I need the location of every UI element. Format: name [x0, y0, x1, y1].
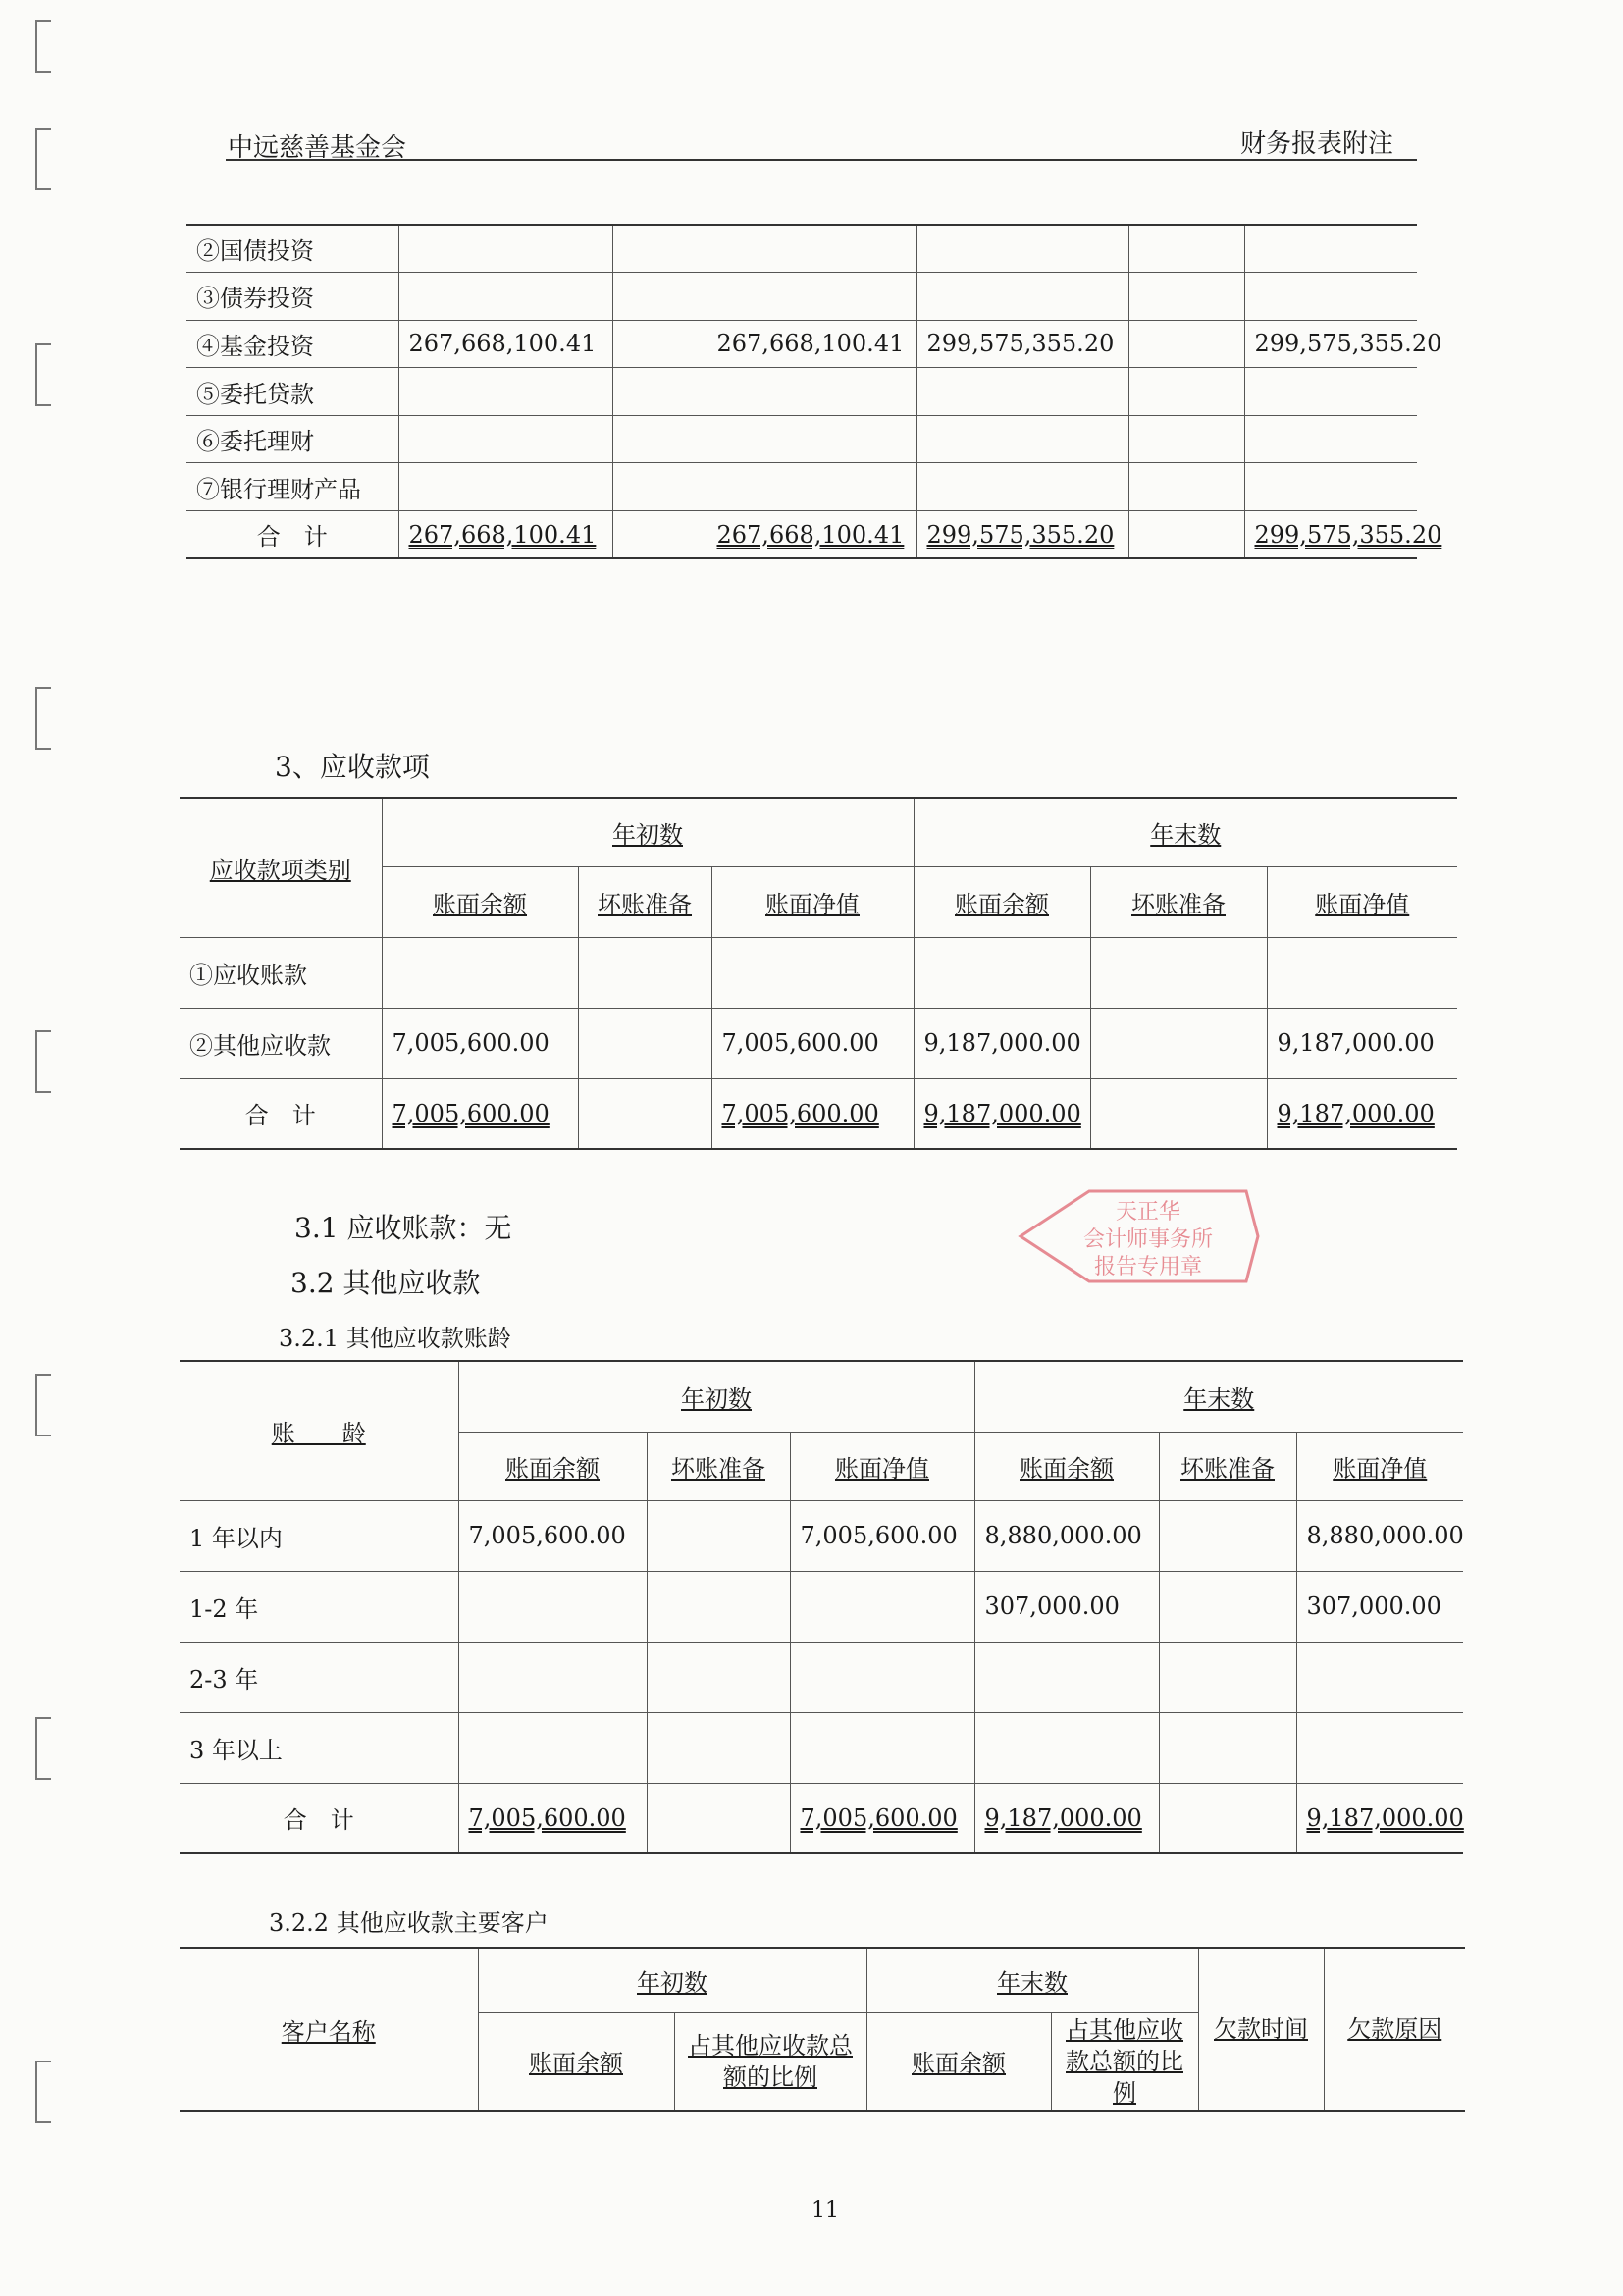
value-cell: 7,005,600.00: [382, 1078, 578, 1149]
value-cell: [612, 415, 707, 463]
value-cell: [1090, 1008, 1267, 1078]
customer-name-header: 客户名称: [180, 1948, 478, 2111]
value-cell: 7,005,600.00: [458, 1500, 647, 1571]
sub-header-0: 账面余额: [382, 866, 578, 937]
value-cell: [612, 225, 707, 273]
header-rule: [226, 159, 1417, 161]
row-label: ④基金投资: [186, 320, 398, 368]
value-cell: [382, 937, 578, 1008]
category-header: 应收款项类别: [180, 798, 382, 937]
value-cell: [974, 1712, 1159, 1783]
value-cell: [790, 1571, 974, 1642]
value-cell: [914, 937, 1090, 1008]
row-label: 1 年以内: [180, 1500, 458, 1571]
value-cell: 9,187,000.00: [1296, 1783, 1463, 1853]
value-cell: [1244, 368, 1417, 416]
note-3-2-1: 3.2.1 其他应收款账龄: [279, 1325, 511, 1352]
value-cell: [916, 463, 1128, 511]
table-row: [180, 1500, 1463, 1571]
table-row: [180, 1783, 1463, 1853]
value-cell: 9,187,000.00: [974, 1783, 1159, 1853]
value-cell: 299,575,355.20: [1244, 511, 1417, 559]
value-cell: [647, 1571, 790, 1642]
investment-table: [186, 224, 1442, 559]
note-3-2: 3.2 其他应收款: [290, 1267, 481, 1299]
auditor-stamp: [1001, 1187, 1266, 1285]
aging-end-header: 年末数: [974, 1361, 1463, 1432]
value-cell: [707, 225, 916, 273]
value-cell: [1128, 463, 1244, 511]
value-cell: [1159, 1571, 1296, 1642]
value-cell: [578, 1078, 711, 1149]
value-cell: [974, 1642, 1159, 1712]
value-cell: [578, 937, 711, 1008]
row-label: ②国债投资: [186, 225, 398, 273]
value-cell: [790, 1712, 974, 1783]
value-cell: 299,575,355.20: [1244, 320, 1417, 368]
value-cell: 7,005,600.00: [790, 1783, 974, 1853]
value-cell: [916, 415, 1128, 463]
customers-table: [180, 1947, 1465, 2112]
binding-mark: [35, 1717, 51, 1780]
section-receivables-title: 3、应收款项: [275, 751, 430, 783]
value-cell: [1128, 511, 1244, 559]
value-cell: [916, 225, 1128, 273]
row-label: ⑤委托贷款: [186, 368, 398, 416]
table-row: [186, 463, 1417, 511]
value-cell: [711, 937, 914, 1008]
value-cell: [707, 368, 916, 416]
value-cell: [398, 463, 612, 511]
value-cell: 267,668,100.41: [398, 320, 612, 368]
end-year-header: 年末数: [914, 798, 1457, 866]
value-cell: [916, 273, 1128, 321]
end-balance-header: 账面余额: [866, 2012, 1051, 2111]
row-label: 合 计: [180, 1783, 458, 1853]
value-cell: 7,005,600.00: [790, 1500, 974, 1571]
value-cell: [1296, 1642, 1463, 1712]
begin-year-header: 年初数: [382, 798, 914, 866]
value-cell: [1244, 415, 1417, 463]
sub-header-5: 账面净值: [1267, 866, 1457, 937]
binding-mark: [35, 1374, 51, 1436]
binding-mark: [35, 128, 51, 190]
value-cell: [1128, 225, 1244, 273]
page-number: 11: [812, 2198, 839, 2222]
value-cell: [1090, 1078, 1267, 1149]
value-cell: [916, 368, 1128, 416]
sub-header-1: 坏账准备: [647, 1432, 790, 1500]
value-cell: 9,187,000.00: [1267, 1078, 1457, 1149]
value-cell: [578, 1008, 711, 1078]
row-label: ③债券投资: [186, 273, 398, 321]
table-row: [180, 1642, 1463, 1712]
value-cell: [707, 463, 916, 511]
sub-header-3: 账面余额: [914, 866, 1090, 937]
value-cell: [612, 320, 707, 368]
value-cell: 8,880,000.00: [1296, 1500, 1463, 1571]
value-cell: [458, 1571, 647, 1642]
value-cell: 299,575,355.20: [916, 320, 1128, 368]
table-row: [186, 273, 1417, 321]
table-row: [186, 415, 1417, 463]
aging-table: [180, 1360, 1463, 1854]
sub-header-3: 账面余额: [974, 1432, 1159, 1500]
header-org: 中远慈善基金会: [228, 133, 407, 163]
value-cell: [790, 1642, 974, 1712]
value-cell: [707, 415, 916, 463]
note-3-2-2: 3.2.2 其他应收款主要客户: [269, 1909, 549, 1937]
note-3-1: 3.1 应收账款：无: [294, 1212, 512, 1244]
sub-header-5: 账面净值: [1296, 1432, 1463, 1500]
receivables-table: [180, 797, 1457, 1150]
value-cell: [1244, 273, 1417, 321]
value-cell: 7,005,600.00: [711, 1078, 914, 1149]
value-cell: 7,005,600.00: [382, 1008, 578, 1078]
value-cell: 307,000.00: [1296, 1571, 1463, 1642]
row-label: ⑥委托理财: [186, 415, 398, 463]
table-row: [186, 511, 1417, 559]
binding-mark: [35, 1030, 51, 1093]
table-row: [186, 368, 1417, 416]
svg-text:天正华: 天正华: [1115, 1200, 1181, 1225]
value-cell: 7,005,600.00: [711, 1008, 914, 1078]
value-cell: [1159, 1500, 1296, 1571]
sub-header-2: 账面净值: [790, 1432, 974, 1500]
age-header: 账 龄: [180, 1361, 458, 1500]
owe-time-header: 欠款时间: [1198, 1948, 1324, 2111]
row-label: ①应收账款: [180, 937, 382, 1008]
value-cell: [647, 1642, 790, 1712]
row-label: 合 计: [186, 511, 398, 559]
row-label: ⑦银行理财产品: [186, 463, 398, 511]
value-cell: [458, 1712, 647, 1783]
sub-header-4: 坏账准备: [1090, 866, 1267, 937]
binding-mark: [35, 687, 51, 750]
value-cell: [612, 511, 707, 559]
table-row: [180, 1008, 1457, 1078]
value-cell: [398, 273, 612, 321]
value-cell: [612, 463, 707, 511]
header-doc-title: 财务报表附注: [1240, 130, 1394, 159]
value-cell: [1159, 1712, 1296, 1783]
value-cell: [1244, 463, 1417, 511]
value-cell: [1296, 1712, 1463, 1783]
value-cell: [612, 368, 707, 416]
value-cell: [1159, 1783, 1296, 1853]
value-cell: [1128, 320, 1244, 368]
value-cell: [458, 1642, 647, 1712]
binding-mark: [35, 2061, 51, 2123]
value-cell: 9,187,000.00: [914, 1008, 1090, 1078]
value-cell: [707, 273, 916, 321]
table-row: [186, 225, 1417, 273]
svg-text:会计师事务所: 会计师事务所: [1082, 1227, 1214, 1252]
value-cell: [1159, 1642, 1296, 1712]
row-label: 合 计: [180, 1078, 382, 1149]
value-cell: 267,668,100.41: [707, 511, 916, 559]
value-cell: 7,005,600.00: [458, 1783, 647, 1853]
sub-header-0: 账面余额: [458, 1432, 647, 1500]
row-label: 2-3 年: [180, 1642, 458, 1712]
value-cell: [1090, 937, 1267, 1008]
value-cell: 267,668,100.41: [707, 320, 916, 368]
binding-mark: [35, 343, 51, 406]
sub-header-4: 坏账准备: [1159, 1432, 1296, 1500]
value-cell: [398, 225, 612, 273]
value-cell: [398, 368, 612, 416]
table-row: [180, 1571, 1463, 1642]
table-row: [180, 1078, 1457, 1149]
value-cell: [1128, 273, 1244, 321]
begin-ratio-header: 占其他应收款总额的比例: [674, 2012, 866, 2111]
value-cell: [1244, 225, 1417, 273]
begin-balance-header: 账面余额: [478, 2012, 674, 2111]
customers-end-header: 年末数: [866, 1948, 1198, 2012]
value-cell: [647, 1712, 790, 1783]
value-cell: 267,668,100.41: [398, 511, 612, 559]
customers-begin-header: 年初数: [478, 1948, 866, 2012]
table-row: [180, 1712, 1463, 1783]
sub-header-2: 账面净值: [711, 866, 914, 937]
row-label: 3 年以上: [180, 1712, 458, 1783]
row-label: ②其他应收款: [180, 1008, 382, 1078]
row-label: 1-2 年: [180, 1571, 458, 1642]
value-cell: [398, 415, 612, 463]
sub-header-1: 坏账准备: [578, 866, 711, 937]
table-row: [186, 320, 1417, 368]
value-cell: 9,187,000.00: [1267, 1008, 1457, 1078]
table-row: [180, 937, 1457, 1008]
binding-mark: [35, 20, 51, 73]
value-cell: [1128, 415, 1244, 463]
value-cell: [1267, 937, 1457, 1008]
svg-text:报告专用章: 报告专用章: [1093, 1255, 1203, 1279]
value-cell: [647, 1500, 790, 1571]
end-ratio-header: 占其他应收款总额的比例: [1051, 2012, 1198, 2111]
value-cell: 307,000.00: [974, 1571, 1159, 1642]
value-cell: 9,187,000.00: [914, 1078, 1090, 1149]
aging-begin-header: 年初数: [458, 1361, 974, 1432]
value-cell: [647, 1783, 790, 1853]
value-cell: 8,880,000.00: [974, 1500, 1159, 1571]
owe-reason-header: 欠款原因: [1324, 1948, 1465, 2111]
value-cell: [1128, 368, 1244, 416]
value-cell: 299,575,355.20: [916, 511, 1128, 559]
value-cell: [612, 273, 707, 321]
